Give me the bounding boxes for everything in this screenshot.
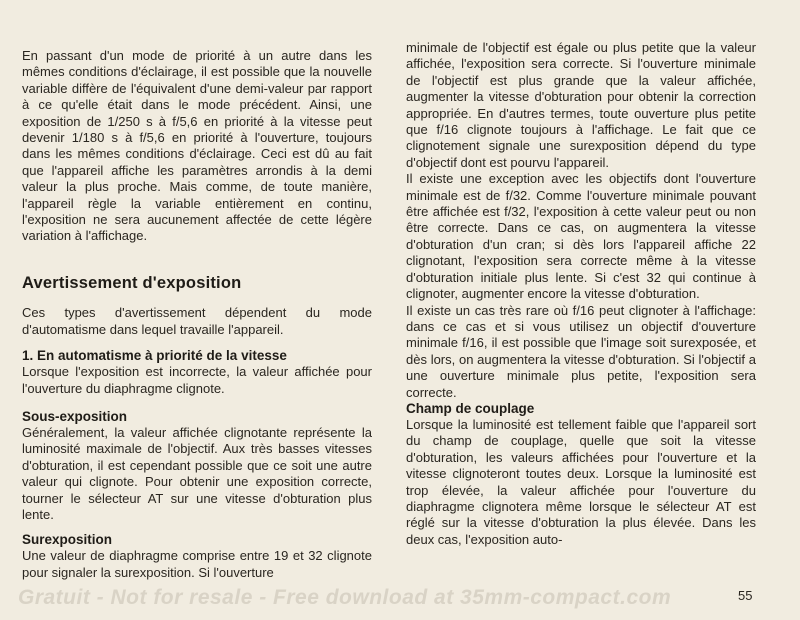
overexposure-text: Une valeur de diaphragme comprise entre 19 et 32 clignote pour signaler la surexposition. Si l'ouverture bbox=[22, 548, 372, 580]
overexposure-title: Surexposition bbox=[22, 532, 113, 548]
section-heading: Avertissement d'exposition bbox=[22, 273, 242, 292]
coupling-range-text: Lorsque la luminosité est tellement faible que l'appareil sort du champ de couplage, quelle que soit la vitesse d'obturation, les valeurs affichées pour l'ouverture et la vitesse clignoteront toutes deux. Lorsque la luminosité est trop élevée, la valeur affichée pour l'ouverture du diaphragme clignotera même lorsque le sélecteur AT est réglé sur la vitesse d'obturation la plus élevée. Dans les deux cas, l'exposition auto- bbox=[406, 416, 756, 547]
watermark: Gratuit - Not for resale - Free download at 35mm-compact.com bbox=[18, 586, 672, 609]
f16-rare-case-paragraph: Il existe un cas très rare où f/16 peut clignoter à l'affichage: dans ce cas et si vous utilisez un objectif d'ouverture minimale f/16, il est possible que l'image soit surexposée, et dès lors, on augmentera la vitesse d'obturation. Si l'objectif a une ouverture minimale plus petite, l'exposition sera correcte. bbox=[406, 302, 756, 400]
underexposure-text: Généralement, la valeur affichée clignotante représente la luminosité maximale de l'objectif. Aux très basses vitesses d'obturation, il est cependant possible que ce soit une autre valeur qui clignote. Pour obtenir une exposition correcte, tourner le sélecteur AT sur une vitesse d'obturation plus lente. bbox=[22, 424, 372, 522]
coupling-range-title: Champ de couplage bbox=[406, 400, 535, 416]
left-column bbox=[22, 48, 372, 581]
underexposure-title: Sous-exposition bbox=[22, 408, 128, 424]
right-column bbox=[406, 40, 756, 548]
subsection-title-shutter-priority: 1. En automatisme à priorité de la vitesse bbox=[22, 348, 287, 364]
section-intro: Ces types d'avertissement dépendent du mode d'automatisme dans lequel travaille l'appareil. bbox=[22, 305, 372, 337]
page-number: 55 bbox=[738, 588, 753, 603]
subsection-text-shutter-priority: Lorsque l'exposition est incorrecte, la valeur affichée pour l'ouverture du diaphragme clignote. bbox=[22, 364, 372, 396]
f32-exception-paragraph: Il existe une exception avec les objectifs dont l'ouverture minimale est de f/32. Comme l'ouverture minimale pouvant être affichée est f/32, l'exposition à cette valeur peut ou non être correcte. Dans ce cas, on augmentera la vitesse d'obturation d'un cran; si dès lors l'appareil affiche 22 clignotant, l'exposition sera correcte même à la vitesse d'obturation initiale plus lente. Si c'est 32 qui continue à clignoter, augmenter encore la vitesse d'obturation. bbox=[406, 171, 756, 302]
page-footer bbox=[0, 582, 800, 612]
overexposure-continued: minimale de l'objectif est égale ou plus petite que la valeur affichée, l'exposition sera correcte. Si l'ouverture minimale de l'objectif est plus grande que la valeur affichée, augmenter la vitesse d'obturation pour obtenir la correction appropriée. En d'autres termes, toute ouverture plus petite que f/16 clignote toujours à l'affichage. Le fait que ce clignotement signale une surexposition dépend du type d'objectif dont est pourvu l'appareil. bbox=[406, 40, 756, 170]
intro-paragraph: En passant d'un mode de priorité à un autre dans les mêmes conditions d'éclairage, il est possible que la nouvelle variable diffère de l'équivalent d'une demi-valeur par rapport à ce qu'elle était dans le mode précédent. Ainsi, une exposition de 1/250 s à f/5,6 en priorité à la vitesse peut devenir 1/180 s à f/5,6 en priorité à l'ouverture, toujours dans les mêmes conditions d'éclairage. Ceci est dû au fait que l'appareil affiche les paramètres arrondis à la demi valeur la plus proche. Mais comme, de toute manière, l'appareil règle la variable entièrement en continu, l'exposition ne sera aucunement affectée de cette légère variation à l'affichage. bbox=[22, 48, 372, 244]
